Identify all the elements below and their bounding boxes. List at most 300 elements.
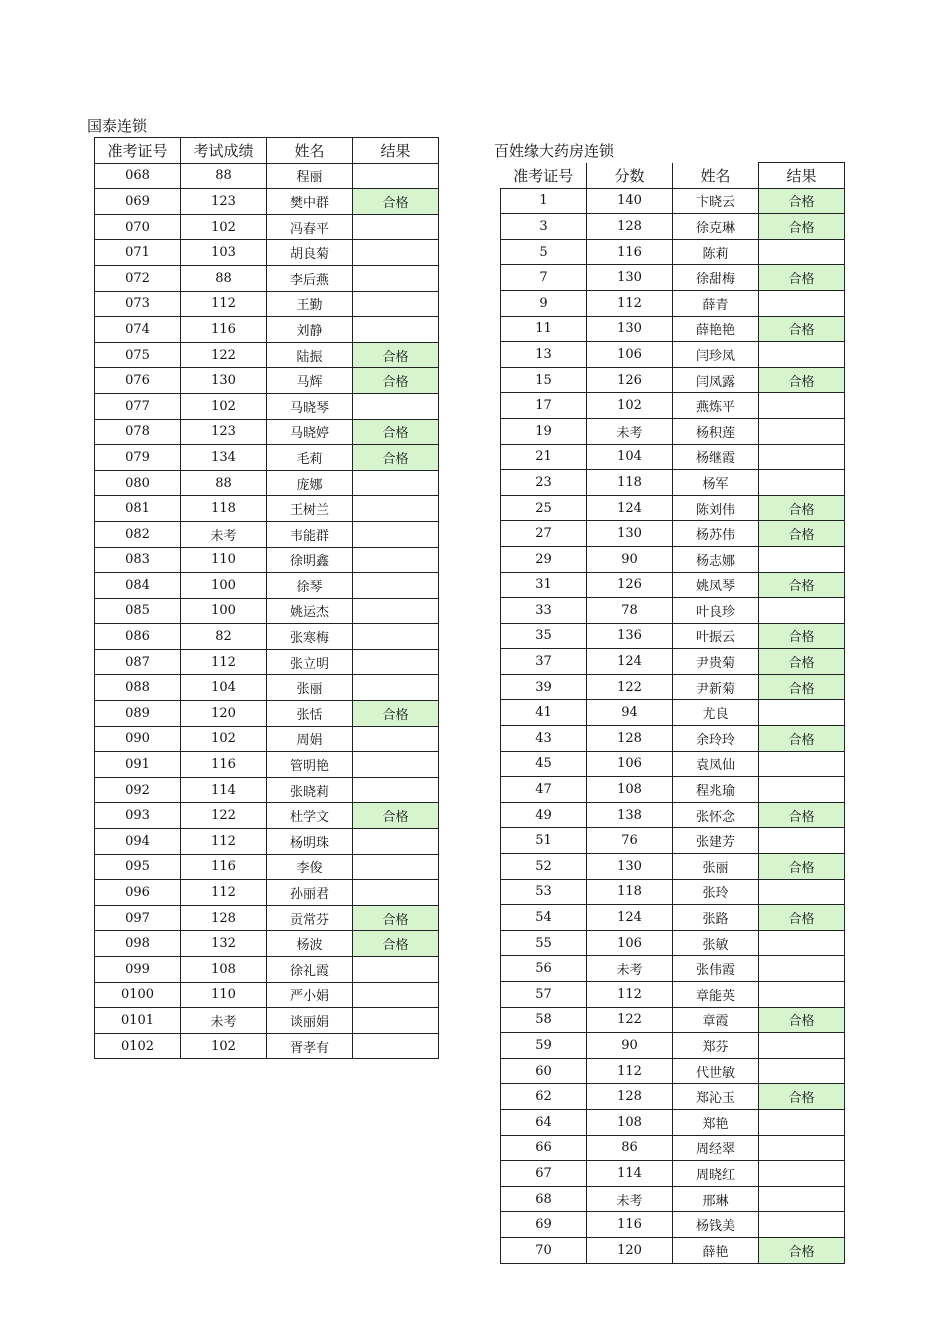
score-cell: 118 [181, 496, 267, 522]
table-row [95, 777, 439, 803]
score-cell: 94 [587, 700, 673, 726]
score-cell: 128 [181, 905, 267, 931]
score-cell: 106 [587, 751, 673, 777]
table-row [501, 726, 845, 752]
exam-id-cell: 081 [95, 496, 181, 522]
name-cell: 张晓莉 [267, 777, 353, 803]
result-cell [353, 624, 439, 650]
name-cell: 徐琴 [267, 573, 353, 599]
exam-id-cell: 099 [95, 957, 181, 983]
exam-id-cell: 070 [95, 214, 181, 240]
table-row [501, 1237, 845, 1263]
result-cell: 合格 [759, 649, 845, 675]
exam-id-cell: 088 [95, 675, 181, 701]
name-cell: 周娟 [267, 726, 353, 752]
result-cell [353, 675, 439, 701]
exam-id-cell: 073 [95, 291, 181, 317]
score-cell: 88 [181, 163, 267, 189]
score-cell: 108 [587, 1109, 673, 1135]
name-cell: 闫珍凤 [673, 342, 759, 368]
score-cell: 102 [181, 214, 267, 240]
exam-id-cell: 5 [501, 239, 587, 265]
exam-id-cell: 54 [501, 905, 587, 931]
table-row [501, 546, 845, 572]
table-row [501, 674, 845, 700]
column-header: 准考证号 [95, 138, 181, 164]
name-cell: 李后燕 [267, 265, 353, 291]
result-cell [353, 1008, 439, 1034]
table-row [501, 1186, 845, 1212]
score-cell: 未考 [587, 1186, 673, 1212]
name-cell: 薛青 [673, 290, 759, 316]
score-cell: 110 [181, 982, 267, 1008]
table-row [95, 598, 439, 624]
score-cell: 126 [587, 367, 673, 393]
exam-id-cell: 68 [501, 1186, 587, 1212]
table-row [95, 317, 439, 343]
table-row [501, 265, 845, 291]
result-cell [353, 573, 439, 599]
score-cell: 116 [587, 1212, 673, 1238]
name-cell: 王树兰 [267, 496, 353, 522]
result-cell: 合格 [353, 905, 439, 931]
score-cell: 112 [181, 649, 267, 675]
score-cell: 108 [587, 777, 673, 803]
column-header: 分数 [587, 163, 673, 189]
score-cell: 未考 [587, 956, 673, 982]
name-cell: 杨继霞 [673, 444, 759, 470]
score-cell: 102 [181, 726, 267, 752]
table-row [95, 419, 439, 445]
score-cell: 104 [181, 675, 267, 701]
name-cell: 陆振 [267, 342, 353, 368]
result-cell [759, 546, 845, 572]
result-cell [353, 598, 439, 624]
exam-id-cell: 69 [501, 1212, 587, 1238]
result-cell [353, 521, 439, 547]
score-cell: 140 [587, 188, 673, 214]
score-cell: 未考 [181, 1008, 267, 1034]
exam-id-cell: 21 [501, 444, 587, 470]
table-row [501, 1007, 845, 1033]
result-cell: 合格 [759, 726, 845, 752]
name-cell: 尹贵菊 [673, 649, 759, 675]
table-row [501, 1058, 845, 1084]
name-cell: 徐礼霞 [267, 957, 353, 983]
exam-id-cell: 0102 [95, 1033, 181, 1059]
result-cell: 合格 [759, 1007, 845, 1033]
name-cell: 严小娟 [267, 982, 353, 1008]
result-cell [759, 342, 845, 368]
exam-id-cell: 23 [501, 470, 587, 496]
table-row [501, 342, 845, 368]
score-cell: 122 [181, 803, 267, 829]
table-row [95, 829, 439, 855]
result-cell [759, 879, 845, 905]
name-cell: 徐甜梅 [673, 265, 759, 291]
name-cell: 杨波 [267, 931, 353, 957]
name-cell: 张立明 [267, 649, 353, 675]
name-cell: 张伟霞 [673, 956, 759, 982]
exam-id-cell: 47 [501, 777, 587, 803]
name-cell: 郑艳 [673, 1109, 759, 1135]
exam-id-cell: 084 [95, 573, 181, 599]
result-cell: 合格 [759, 367, 845, 393]
name-cell: 马辉 [267, 368, 353, 394]
exam-id-cell: 49 [501, 802, 587, 828]
exam-id-cell: 19 [501, 418, 587, 444]
exam-id-cell: 0101 [95, 1008, 181, 1034]
exam-id-cell: 29 [501, 546, 587, 572]
result-cell [353, 777, 439, 803]
result-cell [759, 751, 845, 777]
result-cell: 合格 [759, 495, 845, 521]
table-row [501, 982, 845, 1008]
score-cell: 78 [587, 598, 673, 624]
result-cell [353, 880, 439, 906]
result-cell [353, 649, 439, 675]
result-cell: 合格 [353, 701, 439, 727]
name-cell: 杜学文 [267, 803, 353, 829]
result-cell: 合格 [353, 342, 439, 368]
table-header-row [95, 138, 439, 164]
result-cell [353, 240, 439, 266]
result-cell [759, 1212, 845, 1238]
table-row [501, 470, 845, 496]
score-cell: 132 [181, 931, 267, 957]
table-row [95, 957, 439, 983]
result-cell [353, 854, 439, 880]
table-row [501, 418, 845, 444]
name-cell: 张寒梅 [267, 624, 353, 650]
result-cell [759, 290, 845, 316]
table-row [95, 547, 439, 573]
table-row [501, 649, 845, 675]
result-cell [353, 214, 439, 240]
score-cell: 128 [587, 214, 673, 240]
result-cell: 合格 [759, 674, 845, 700]
name-cell: 孙丽君 [267, 880, 353, 906]
name-cell: 卞晓云 [673, 188, 759, 214]
name-cell: 马晓琴 [267, 393, 353, 419]
table-row [501, 905, 845, 931]
table-row [501, 700, 845, 726]
exam-id-cell: 52 [501, 854, 587, 880]
table-row [501, 854, 845, 880]
left-results-table [94, 137, 439, 1059]
exam-id-cell: 078 [95, 419, 181, 445]
name-cell: 谈丽娟 [267, 1008, 353, 1034]
name-cell: 庞娜 [267, 470, 353, 496]
result-cell [759, 1033, 845, 1059]
result-cell: 合格 [759, 521, 845, 547]
name-cell: 张路 [673, 905, 759, 931]
table-row [95, 675, 439, 701]
name-cell: 徐明鑫 [267, 547, 353, 573]
name-cell: 贡常芬 [267, 905, 353, 931]
table-row [501, 1109, 845, 1135]
result-cell [759, 1109, 845, 1135]
exam-id-cell: 33 [501, 598, 587, 624]
table-row [501, 444, 845, 470]
column-header: 结果 [759, 163, 845, 189]
table-row [95, 649, 439, 675]
exam-id-cell: 66 [501, 1135, 587, 1161]
table-row [95, 982, 439, 1008]
table-row [501, 1084, 845, 1110]
result-cell [759, 393, 845, 419]
result-cell [759, 470, 845, 496]
score-cell: 76 [587, 828, 673, 854]
table-row [95, 240, 439, 266]
name-cell: 王勤 [267, 291, 353, 317]
table-row [95, 265, 439, 291]
name-cell: 周晓红 [673, 1161, 759, 1187]
name-cell: 杨积莲 [673, 418, 759, 444]
column-header: 考试成绩 [181, 138, 267, 164]
score-cell: 122 [587, 674, 673, 700]
score-cell: 122 [181, 342, 267, 368]
table-row [95, 905, 439, 931]
exam-id-cell: 57 [501, 982, 587, 1008]
name-cell: 章能英 [673, 982, 759, 1008]
score-cell: 130 [587, 265, 673, 291]
exam-id-cell: 3 [501, 214, 587, 240]
result-cell: 合格 [759, 802, 845, 828]
table-row [95, 701, 439, 727]
score-cell: 104 [587, 444, 673, 470]
score-cell: 128 [587, 1084, 673, 1110]
table-row [501, 393, 845, 419]
name-cell: 张怀念 [673, 802, 759, 828]
name-cell: 陈刘伟 [673, 495, 759, 521]
table-row [501, 290, 845, 316]
score-cell: 120 [587, 1237, 673, 1263]
exam-id-cell: 075 [95, 342, 181, 368]
exam-id-cell: 076 [95, 368, 181, 394]
name-cell: 燕炼平 [673, 393, 759, 419]
exam-id-cell: 093 [95, 803, 181, 829]
exam-id-cell: 55 [501, 930, 587, 956]
name-cell: 张建芳 [673, 828, 759, 854]
table-row [501, 930, 845, 956]
column-header: 准考证号 [501, 163, 587, 189]
name-cell: 章霞 [673, 1007, 759, 1033]
result-cell: 合格 [759, 854, 845, 880]
exam-id-cell: 092 [95, 777, 181, 803]
exam-id-cell: 074 [95, 317, 181, 343]
name-cell: 杨明珠 [267, 829, 353, 855]
name-cell: 杨钱美 [673, 1212, 759, 1238]
score-cell: 118 [587, 470, 673, 496]
exam-id-cell: 095 [95, 854, 181, 880]
table-row [95, 573, 439, 599]
table-row [95, 752, 439, 778]
exam-id-cell: 096 [95, 880, 181, 906]
exam-id-cell: 077 [95, 393, 181, 419]
name-cell: 程丽 [267, 163, 353, 189]
table-row [501, 316, 845, 342]
table-row [95, 880, 439, 906]
column-header: 姓名 [673, 163, 759, 189]
name-cell: 张丽 [267, 675, 353, 701]
name-cell: 叶振云 [673, 623, 759, 649]
exam-id-cell: 069 [95, 189, 181, 215]
name-cell: 薛艳 [673, 1237, 759, 1263]
table-row [95, 291, 439, 317]
exam-id-cell: 087 [95, 649, 181, 675]
table-row [501, 879, 845, 905]
exam-id-cell: 072 [95, 265, 181, 291]
exam-id-cell: 39 [501, 674, 587, 700]
exam-id-cell: 25 [501, 495, 587, 521]
exam-id-cell: 70 [501, 1237, 587, 1263]
score-cell: 136 [587, 623, 673, 649]
result-cell [353, 1033, 439, 1059]
table-row [501, 751, 845, 777]
result-cell [353, 317, 439, 343]
score-cell: 138 [587, 802, 673, 828]
result-cell [353, 726, 439, 752]
score-cell: 88 [181, 265, 267, 291]
table-row [501, 956, 845, 982]
table-row [95, 470, 439, 496]
table-row [95, 393, 439, 419]
score-cell: 110 [181, 547, 267, 573]
exam-id-cell: 089 [95, 701, 181, 727]
score-cell: 116 [181, 317, 267, 343]
result-cell [353, 547, 439, 573]
score-cell: 123 [181, 419, 267, 445]
table-row [95, 445, 439, 471]
name-cell: 代世敏 [673, 1058, 759, 1084]
table-row [95, 854, 439, 880]
name-cell: 张丽 [673, 854, 759, 880]
result-cell [353, 470, 439, 496]
exam-id-cell: 31 [501, 572, 587, 598]
score-cell: 118 [587, 879, 673, 905]
score-cell: 112 [181, 291, 267, 317]
result-cell [759, 930, 845, 956]
result-cell: 合格 [759, 623, 845, 649]
exam-id-cell: 13 [501, 342, 587, 368]
name-cell: 张玲 [673, 879, 759, 905]
score-cell: 106 [587, 930, 673, 956]
name-cell: 李俊 [267, 854, 353, 880]
exam-id-cell: 082 [95, 521, 181, 547]
result-cell [759, 444, 845, 470]
table-row [501, 521, 845, 547]
result-cell [353, 957, 439, 983]
exam-id-cell: 56 [501, 956, 587, 982]
exam-id-cell: 51 [501, 828, 587, 854]
left-table-title: 国泰连锁 [87, 117, 148, 135]
result-cell: 合格 [759, 214, 845, 240]
score-cell: 未考 [587, 418, 673, 444]
name-cell: 陈莉 [673, 239, 759, 265]
result-cell [353, 265, 439, 291]
result-cell [353, 291, 439, 317]
name-cell: 郑沁玉 [673, 1084, 759, 1110]
table-row [95, 496, 439, 522]
result-cell: 合格 [759, 1237, 845, 1263]
result-cell [759, 828, 845, 854]
score-cell: 124 [587, 649, 673, 675]
name-cell: 张恬 [267, 701, 353, 727]
table-row [501, 1161, 845, 1187]
result-cell [759, 239, 845, 265]
result-cell: 合格 [353, 445, 439, 471]
result-cell [759, 1135, 845, 1161]
column-header: 结果 [353, 138, 439, 164]
exam-id-cell: 59 [501, 1033, 587, 1059]
result-cell: 合格 [759, 265, 845, 291]
score-cell: 100 [181, 573, 267, 599]
name-cell: 尹新菊 [673, 674, 759, 700]
score-cell: 128 [587, 726, 673, 752]
score-cell: 120 [181, 701, 267, 727]
score-cell: 82 [181, 624, 267, 650]
exam-id-cell: 091 [95, 752, 181, 778]
result-cell: 合格 [353, 803, 439, 829]
name-cell: 管明艳 [267, 752, 353, 778]
result-cell: 合格 [759, 188, 845, 214]
score-cell: 106 [587, 342, 673, 368]
exam-id-cell: 15 [501, 367, 587, 393]
score-cell: 116 [587, 239, 673, 265]
score-cell: 124 [587, 905, 673, 931]
score-cell: 88 [181, 470, 267, 496]
score-cell: 124 [587, 495, 673, 521]
exam-id-cell: 094 [95, 829, 181, 855]
table-row [95, 214, 439, 240]
exam-id-cell: 085 [95, 598, 181, 624]
exam-id-cell: 080 [95, 470, 181, 496]
result-cell: 合格 [759, 572, 845, 598]
result-cell [759, 956, 845, 982]
table-row [501, 188, 845, 214]
score-cell: 130 [587, 854, 673, 880]
name-cell: 周经翠 [673, 1135, 759, 1161]
exam-id-cell: 090 [95, 726, 181, 752]
table-row [95, 163, 439, 189]
table-row [501, 598, 845, 624]
score-cell: 114 [587, 1161, 673, 1187]
name-cell: 毛莉 [267, 445, 353, 471]
result-cell: 合格 [353, 368, 439, 394]
exam-id-cell: 071 [95, 240, 181, 266]
result-cell: 合格 [759, 905, 845, 931]
table-row [95, 1008, 439, 1034]
score-cell: 100 [181, 598, 267, 624]
exam-id-cell: 53 [501, 879, 587, 905]
name-cell: 尤良 [673, 700, 759, 726]
result-cell: 合格 [353, 931, 439, 957]
table-row [95, 521, 439, 547]
result-cell [759, 1186, 845, 1212]
exam-id-cell: 083 [95, 547, 181, 573]
table-row [501, 239, 845, 265]
name-cell: 杨苏伟 [673, 521, 759, 547]
name-cell: 冯春平 [267, 214, 353, 240]
exam-id-cell: 7 [501, 265, 587, 291]
result-cell [759, 598, 845, 624]
name-cell: 郑芬 [673, 1033, 759, 1059]
score-cell: 123 [181, 189, 267, 215]
table-header-row [501, 163, 845, 189]
table-row [501, 623, 845, 649]
result-cell: 合格 [759, 1084, 845, 1110]
